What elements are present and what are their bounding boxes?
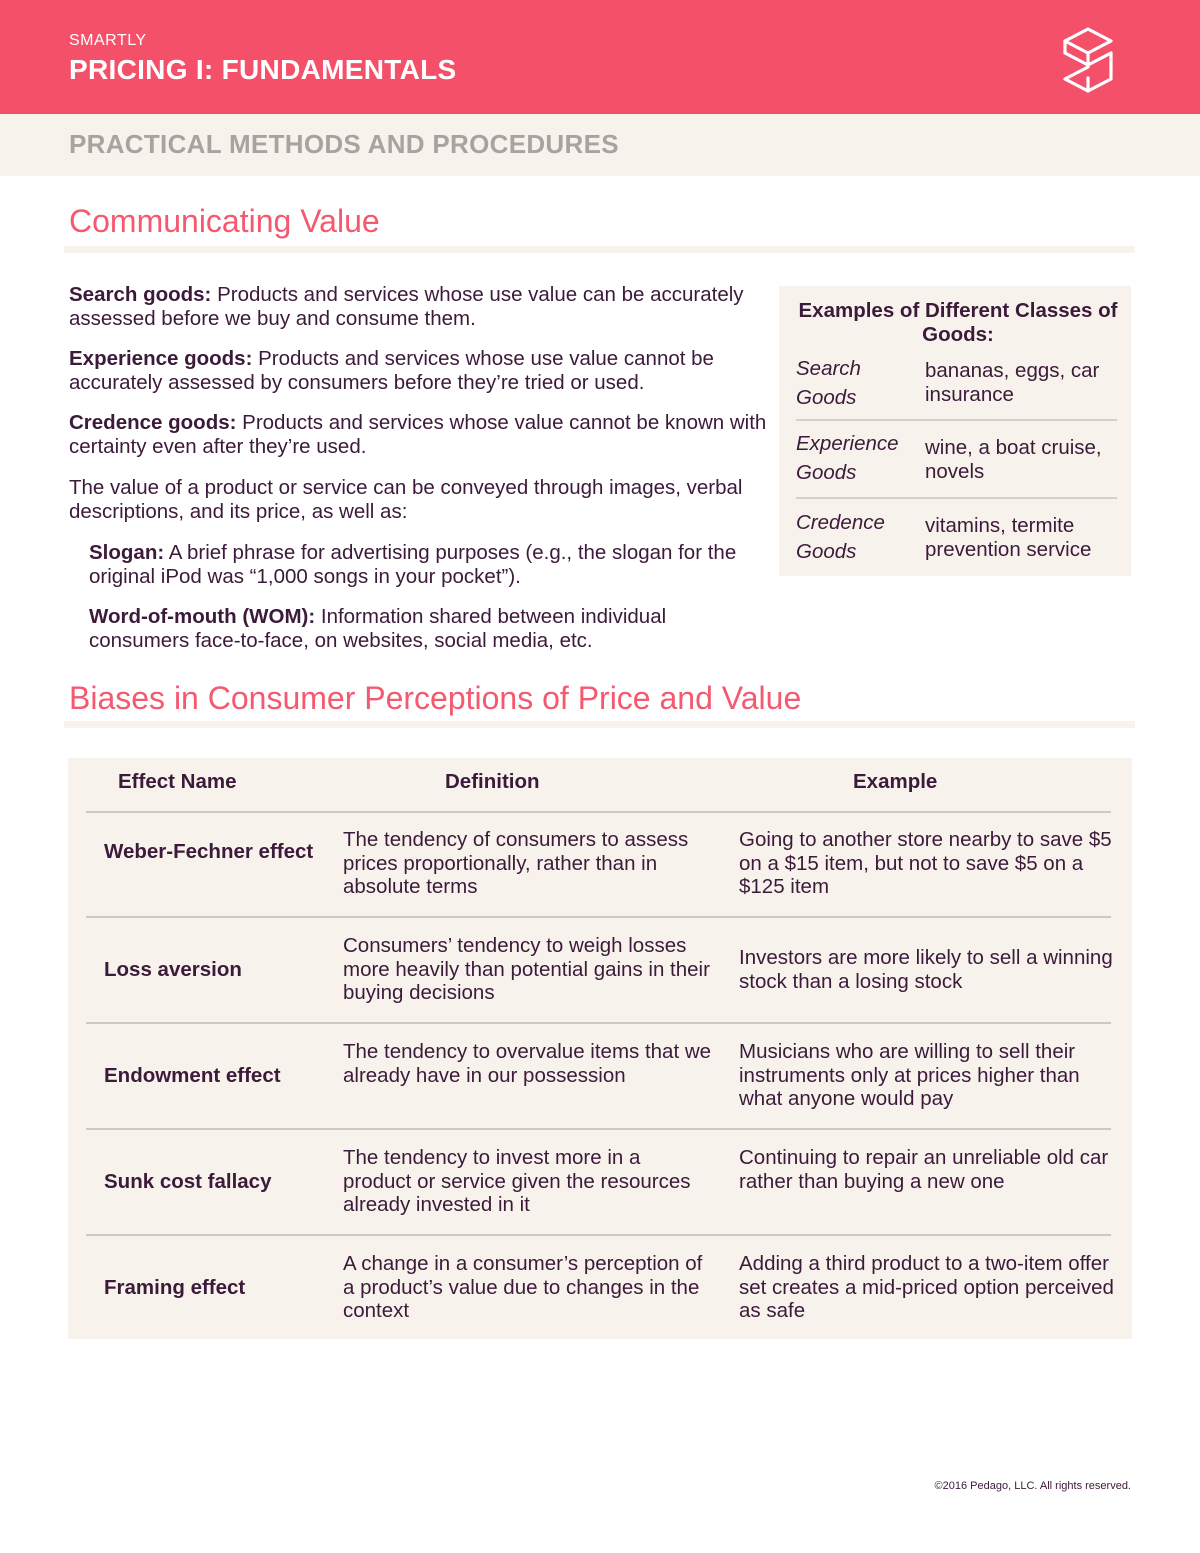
table-header-definition: Definition [445,770,540,793]
section-title-biases: Biases in Consumer Perceptions of Price and Value [69,680,802,716]
table-divider [86,916,1111,918]
goods-class-label: Credence Goods [796,511,885,563]
goods-class-label: Search Goods [796,357,861,409]
table-row-definition: Consumers’ tendency to weigh losses more heavily than potential gains in their buying decisions [343,934,710,1004]
table-row-definition: The tendency to overvalue items that we already have in our possession [343,1040,712,1087]
section-divider [64,721,1135,728]
brand-name: SMARTLY [69,32,147,49]
table-row-definition: The tendency to invest more in a product or service given the resources already invested in it [343,1146,691,1216]
table-divider [86,1234,1111,1236]
examples-box-title: Examples of Different Classes of Goods: [798,299,1118,346]
section-banner-title: PRACTICAL METHODS AND PROCEDURES [69,129,619,159]
table-row-example: Going to another store nearby to save $5 on a $15 item, but not to save $5 on a $125 item [739,828,1112,898]
table-divider [86,811,1111,813]
goods-class-examples: wine, a boat cruise, novels [925,436,1102,483]
table-row-effect-name: Sunk cost fallacy [104,1170,272,1193]
goods-class-label: Experience Goods [796,432,899,484]
examples-box [779,286,1131,576]
table-row-example: Musicians who are willing to sell their instruments only at prices higher than what anyone would pay [739,1040,1080,1110]
table-divider [86,1128,1111,1130]
smartly-s-logo-icon [1062,26,1114,94]
table-row-effect-name: Loss aversion [104,958,242,981]
intro-paragraph: The value of a product or service can be conveyed through images, verbal descriptions, and its price, as well as: [69,476,743,523]
section-title-communicating-value: Communicating Value [69,203,380,239]
examples-divider [796,497,1117,499]
definition-search-goods: Search goods: Products and services whose use value can be accurately assessed before we buy and consume them. [69,283,744,330]
examples-divider [796,419,1117,421]
goods-class-examples: bananas, eggs, car insurance [925,359,1100,406]
table-row-example: Investors are more likely to sell a winning stock than a losing stock [739,946,1113,993]
table-divider [86,1022,1111,1024]
course-title: PRICING I: FUNDAMENTALS [69,54,457,85]
table-row-definition: The tendency of consumers to assess prices proportionally, rather than in absolute terms [343,828,689,898]
definition-experience-goods: Experience goods: Products and services whose use value cannot be accurately assessed by consumers before they’re tried or used. [69,347,714,394]
definition-credence-goods: Credence goods: Products and services whose value cannot be known with certainty even after they’re used. [69,411,767,458]
table-header-effect-name: Effect Name [118,770,237,793]
table-row-example: Continuing to repair an unreliable old car rather than buying a new one [739,1146,1109,1193]
table-row-definition: A change in a consumer’s perception of a product’s value due to changes in the context [343,1252,703,1322]
goods-class-examples: vitamins, termite prevention service [925,514,1092,561]
table-row-effect-name: Framing effect [104,1276,246,1299]
definition-slogan: Slogan: A brief phrase for advertising purposes (e.g., the slogan for the original iPod was “1,000 songs in your pocket”). [89,541,737,588]
table-row-example: Adding a third product to a two-item offer set creates a mid-priced option perceived as safe [739,1252,1114,1322]
section-divider [64,246,1135,253]
table-row-effect-name: Weber-Fechner effect [104,840,314,863]
table-header-example: Example [853,770,938,793]
table-row-effect-name: Endowment effect [104,1064,281,1087]
definition-word-of-mouth: Word-of-mouth (WOM): Information shared between individual consumers face-to-face, on websites, social media, etc. [89,605,667,652]
copyright-notice: ©2016 Pedago, LLC. All rights reserved. [934,1480,1131,1492]
